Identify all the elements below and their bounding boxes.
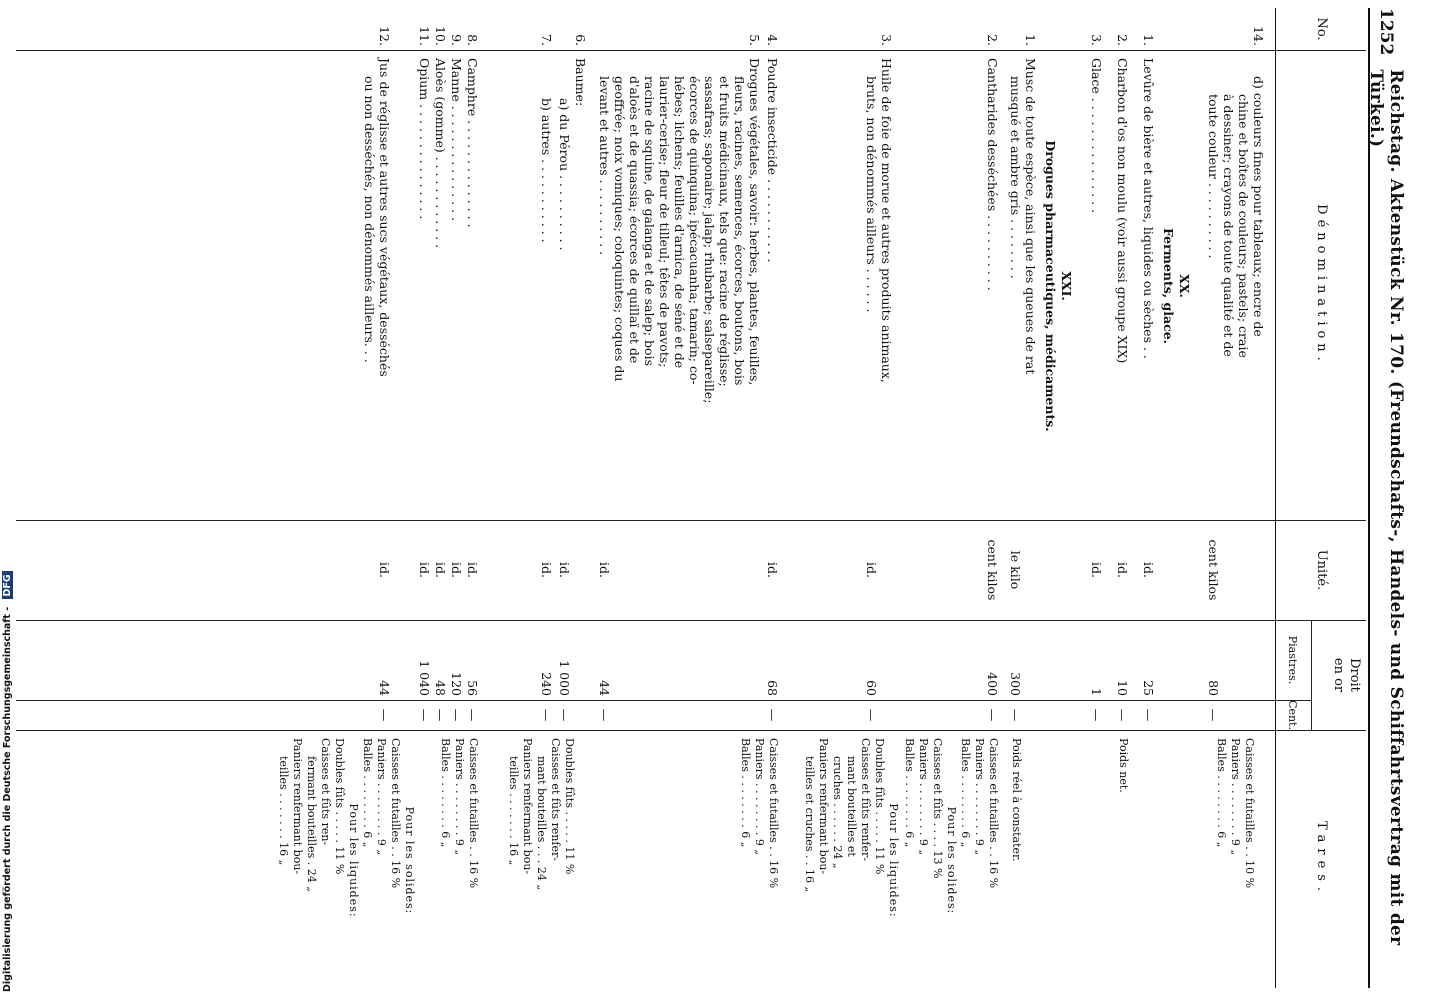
item-cent: — — [433, 708, 448, 722]
item-unit: cent kilos — [985, 539, 1000, 601]
column-header-unite: Unité. — [1314, 549, 1330, 591]
section-heading: XXI. — [1059, 271, 1074, 301]
text-line: musqué et ambre gris . . . . . . . . — [1008, 76, 1023, 279]
item-piastres: 1 000 — [557, 660, 572, 696]
item-number: 4. — [765, 34, 780, 46]
column-header-droit — [1326, 620, 1366, 730]
item-tares — [506, 738, 576, 983]
column-header-cent: Cent. — [1286, 700, 1300, 730]
text-line: sassafras; saponaire; jalap; rhubarbe; salsepareille; — [702, 76, 717, 404]
header-rule — [1368, 8, 1370, 988]
text-line: bruts, non dénommés ailleurs . . . . . . — [864, 76, 879, 313]
tare-line: Paniers renfermant bou- — [521, 738, 534, 875]
tare-line: Balles . . . . . . . . 6 „ — [739, 738, 752, 848]
item-piastres: 400 — [985, 672, 1000, 696]
page-number: 1252 — [1376, 8, 1396, 56]
item-piastres: 300 — [1008, 672, 1023, 696]
column-header-no: No. — [1314, 17, 1330, 41]
item-cent: — — [1206, 708, 1221, 722]
item-denomination: Cantharides desséchées . . . . . . . . . . — [985, 58, 1000, 291]
tare-line: Caisses et fûts renfer- — [549, 738, 562, 861]
item-denomination: Opium . . . . . . . . . . . . . . . — [417, 58, 432, 220]
item-piastres: 48 — [433, 680, 448, 696]
text-line: ou non desséchés, non dénommés ailleurs. . . — [362, 76, 377, 363]
item-cent: — — [539, 708, 554, 722]
item-piastres: 56 — [465, 680, 480, 696]
item-unit: id. — [1115, 562, 1130, 578]
item-number: 2. — [985, 34, 1000, 46]
text-line: levant et autres . . . . . . . . . . — [597, 76, 612, 256]
item-cent: — — [1089, 708, 1104, 722]
item-piastres: 240 — [539, 672, 554, 696]
tare-line: Balles . . . . . . . . 6 „ — [1215, 738, 1228, 848]
page-header — [1366, 8, 1406, 988]
text-line: et fruits médicinaux, tels que: racine de réglisse; — [717, 76, 732, 387]
droit-label: Droit — [1347, 658, 1362, 692]
tare-line: Caisses et fûts ren- — [319, 738, 332, 846]
column-divider — [16, 620, 1366, 621]
item-number: 6. — [573, 34, 588, 46]
item-tares — [1214, 738, 1256, 983]
item-denomination: a) du Pérou . . . . . . . . . . — [557, 98, 572, 251]
item-denomination — [1008, 58, 1038, 514]
item-number: 9. — [449, 34, 464, 46]
item-unit: id. — [539, 562, 554, 578]
text-line: d) couleurs fines pour tableaux; encre de — [1251, 76, 1266, 337]
item-tares: Poids réel à constater. — [1010, 738, 1023, 862]
item-unit: id. — [1141, 562, 1156, 578]
item-denomination: Baume: — [573, 58, 588, 107]
text-line: d'aloès et de quassia; écorces de quillaï et de — [627, 76, 642, 364]
item-tares: Poids net. — [1117, 738, 1130, 793]
rotated-page-content — [10, 8, 1406, 988]
text-line: écorces de quinquina; ipécacuanha; tamarin; co- — [687, 76, 702, 385]
item-tares — [438, 738, 480, 983]
tare-line: fermant bouteilles . 24 „ — [305, 756, 318, 892]
item-tares — [738, 738, 780, 983]
tare-line: Caisses et futailles . . 10 % — [1243, 738, 1256, 889]
column-header-rule — [1275, 8, 1276, 988]
item-piastres: 80 — [1206, 680, 1221, 696]
item-unit: id. — [765, 562, 780, 578]
item-unit: cent kilos — [1206, 539, 1221, 601]
column-divider — [16, 730, 1366, 731]
item-denomination — [362, 58, 392, 514]
item-cent: — — [417, 708, 432, 722]
tare-line: Caisses et futailles . . 16 % — [767, 738, 780, 889]
item-number: 5. — [747, 34, 762, 46]
tare-line: Paniers renfermant bou- — [291, 738, 304, 875]
item-denomination: Camphre . . . . . . . . . . . . . . — [465, 58, 480, 228]
tare-line: Caisses et futailles . . 16 % — [987, 738, 1000, 889]
credit-text: Digitalisierung gefördert durch die Deutsche Forschungsgemeinschaft - — [2, 606, 13, 992]
text-line: Musc de toute espèce, ainsi que les queues de rat — [1023, 58, 1038, 375]
item-unit: id. — [1089, 562, 1104, 578]
text-line: geoffrée; noix vomiques; coloquintes; coques du — [612, 76, 627, 382]
item-denomination — [1206, 58, 1266, 532]
tare-line: Balles . . . . . . . . 6 „ — [903, 738, 916, 848]
item-cent: — — [1115, 708, 1130, 722]
column-divider — [16, 50, 1366, 51]
item-unit: id. — [449, 562, 464, 578]
text-line: Drogues végétales, savoir: herbes, plantes, feuilles, — [747, 58, 762, 386]
item-cent: — — [1008, 708, 1023, 722]
item-denomination — [864, 58, 894, 514]
item-tares — [276, 738, 416, 983]
tare-line: Doubles fûts . . . . . 11 % — [333, 738, 346, 875]
tare-line: Paniers renfermant bou- — [817, 738, 830, 875]
text-line: laurier-cerise; fleur de tilleul; têtes de pavots; — [657, 76, 672, 368]
item-number: 1. — [1023, 34, 1038, 46]
item-piastres: 68 — [765, 680, 780, 696]
item-number: 1. — [1141, 34, 1156, 46]
section-title: Ferments, glace. — [1161, 227, 1176, 344]
page-title: Reichstag. Aktenstück Nr. 170. (Freundschafts-, Handels- und Schiffahrtsvertrag mit der Türkei.) — [1366, 69, 1406, 946]
tare-line: Paniers . . . . . . . . 9 „ — [973, 738, 986, 856]
item-cent: — — [1141, 708, 1156, 722]
item-cent: — — [449, 708, 464, 722]
tare-line: Doubles fûts . . . . . 11 % — [563, 738, 576, 875]
item-cent: — — [465, 708, 480, 722]
text-line: à dessiner; crayons de toute qualité et de — [1221, 94, 1236, 357]
item-tares — [802, 738, 900, 983]
item-number: 3. — [879, 34, 894, 46]
tare-line: Caisses et fûts . . . . 13 % — [931, 738, 944, 879]
droit-subheader-rule — [1311, 620, 1312, 730]
item-denomination: Aloès (gomme) . . . . . . . . . . . . — [433, 58, 448, 249]
item-denomination — [597, 58, 762, 514]
item-piastres: 1 040 — [417, 660, 432, 696]
tare-line: mant bouteilles . . . 24 „ — [535, 756, 548, 891]
text-line: Jus de réglisse et autres sucs végétaux, desséchés — [377, 58, 392, 377]
column-header-piastres: Piastres. — [1286, 635, 1300, 685]
item-cent: — — [597, 708, 612, 722]
item-number: 7. — [539, 34, 554, 46]
item-cent: — — [765, 708, 780, 722]
item-denomination: Levûre de bière et autres, liquides ou sèches . . — [1141, 58, 1156, 359]
item-denomination: b) autres . . . . . . . . . . . — [539, 98, 554, 243]
item-unit: id. — [465, 562, 480, 578]
item-denomination: Glace . . . . . . . . . . . . . . . — [1089, 58, 1104, 214]
item-unit: id. — [433, 562, 448, 578]
tare-line: Paniers . . . . . . . . 9 „ — [753, 738, 766, 856]
text-line: racine de squine, de galanga et de salep; bois — [642, 76, 657, 366]
column-divider — [16, 520, 1366, 521]
item-unit: id. — [377, 562, 392, 578]
tare-line: Paniers . . . . . . . . 9 „ — [453, 738, 466, 856]
text-line: Huile de foie de morue et autres produits animaux, — [879, 58, 894, 383]
item-cent: — — [985, 708, 1000, 722]
tare-line: Balles . . . . . . . . 6 „ — [361, 738, 374, 848]
section-heading: XX. — [1177, 274, 1192, 298]
item-piastres: 44 — [597, 680, 612, 696]
text-line: fleurs, racines, semences, écorces, boutons, bois — [732, 76, 747, 386]
item-piastres: 120 — [449, 672, 464, 696]
text-line: chine et boîtes de couleurs; pastels; craie — [1236, 94, 1251, 358]
item-number: 2. — [1115, 34, 1130, 46]
tare-line: cruches . . . . . . 24 „ — [831, 756, 844, 869]
digitization-credit — [0, 0, 16, 1000]
tare-line: Caisses et futailles . . 16 % — [389, 738, 402, 889]
tare-line: mant bouteilles et — [845, 756, 858, 857]
tare-line: teilles . . . . . . . 16 „ — [507, 756, 520, 866]
tare-heading: Pour les liquides: — [347, 803, 360, 918]
item-unit: id. — [597, 562, 612, 578]
column-header-denomination: Dénomination. — [1314, 204, 1330, 366]
item-cent: — — [557, 708, 572, 722]
text-line: toute couleur . . . . . . . . . . — [1206, 94, 1221, 259]
tare-line: Paniers . . . . . . . . 9 „ — [375, 738, 388, 856]
tare-line: Balles . . . . . . . . 6 „ — [959, 738, 972, 848]
tare-heading: Pour les solides: — [403, 806, 416, 915]
tare-line: Paniers . . . . . . . . 9 „ — [1229, 738, 1242, 856]
tare-line: Caisses et fûts renfer- — [859, 738, 872, 861]
item-piastres: 60 — [864, 680, 879, 696]
text-line: hébes; lichens; feuilles d'arnica, de séné et de — [672, 76, 687, 369]
tare-line: Paniers . . . . . . . . 9 „ — [917, 738, 930, 856]
droit-sublabel: en or — [1331, 657, 1346, 693]
item-piastres: 10 — [1115, 680, 1130, 696]
item-unit: le kilo — [1008, 550, 1023, 590]
item-number: 14. — [1251, 26, 1266, 46]
item-denomination: Charbon d'os non moulu (voir aussi groupe XIX) — [1115, 58, 1130, 364]
item-unit: id. — [864, 562, 879, 578]
dfg-logo: DFG — [2, 571, 13, 599]
tare-line: teilles . . . . . . . 16 „ — [277, 756, 290, 866]
tare-line: Balles . . . . . . . . 6 „ — [439, 738, 452, 848]
item-cent: — — [864, 708, 879, 722]
item-tares — [902, 738, 1000, 983]
item-denomination: Poudre insecticide . . . . . . . . . . . — [765, 58, 780, 263]
tare-heading: Pour les solides: — [945, 806, 958, 915]
item-unit: id. — [557, 562, 572, 578]
item-number: 10. — [433, 26, 448, 46]
item-number: 8. — [465, 34, 480, 46]
tare-line: Caisses et futailles . . 16 % — [467, 738, 480, 889]
item-unit: id. — [417, 562, 432, 578]
column-header-tares: Tares. — [1314, 820, 1330, 898]
item-piastres: 25 — [1141, 680, 1156, 696]
item-denomination: Manne . . . . . . . . . . . . . . . — [449, 58, 464, 221]
item-number: 3. — [1089, 34, 1104, 46]
item-number: 12. — [377, 26, 392, 46]
item-piastres: 1 — [1089, 688, 1104, 696]
item-cent: — — [377, 708, 392, 722]
tare-line: Doubles fûts . . . . . 11 % — [873, 738, 886, 875]
tare-heading: Pour les liquides: — [887, 803, 900, 918]
item-piastres: 44 — [377, 680, 392, 696]
section-title: Drogues pharmaceutiques, médicaments. — [1043, 140, 1058, 432]
item-number: 11. — [417, 26, 432, 46]
tare-line: teilles et cruches . . 16 „ — [803, 756, 816, 893]
